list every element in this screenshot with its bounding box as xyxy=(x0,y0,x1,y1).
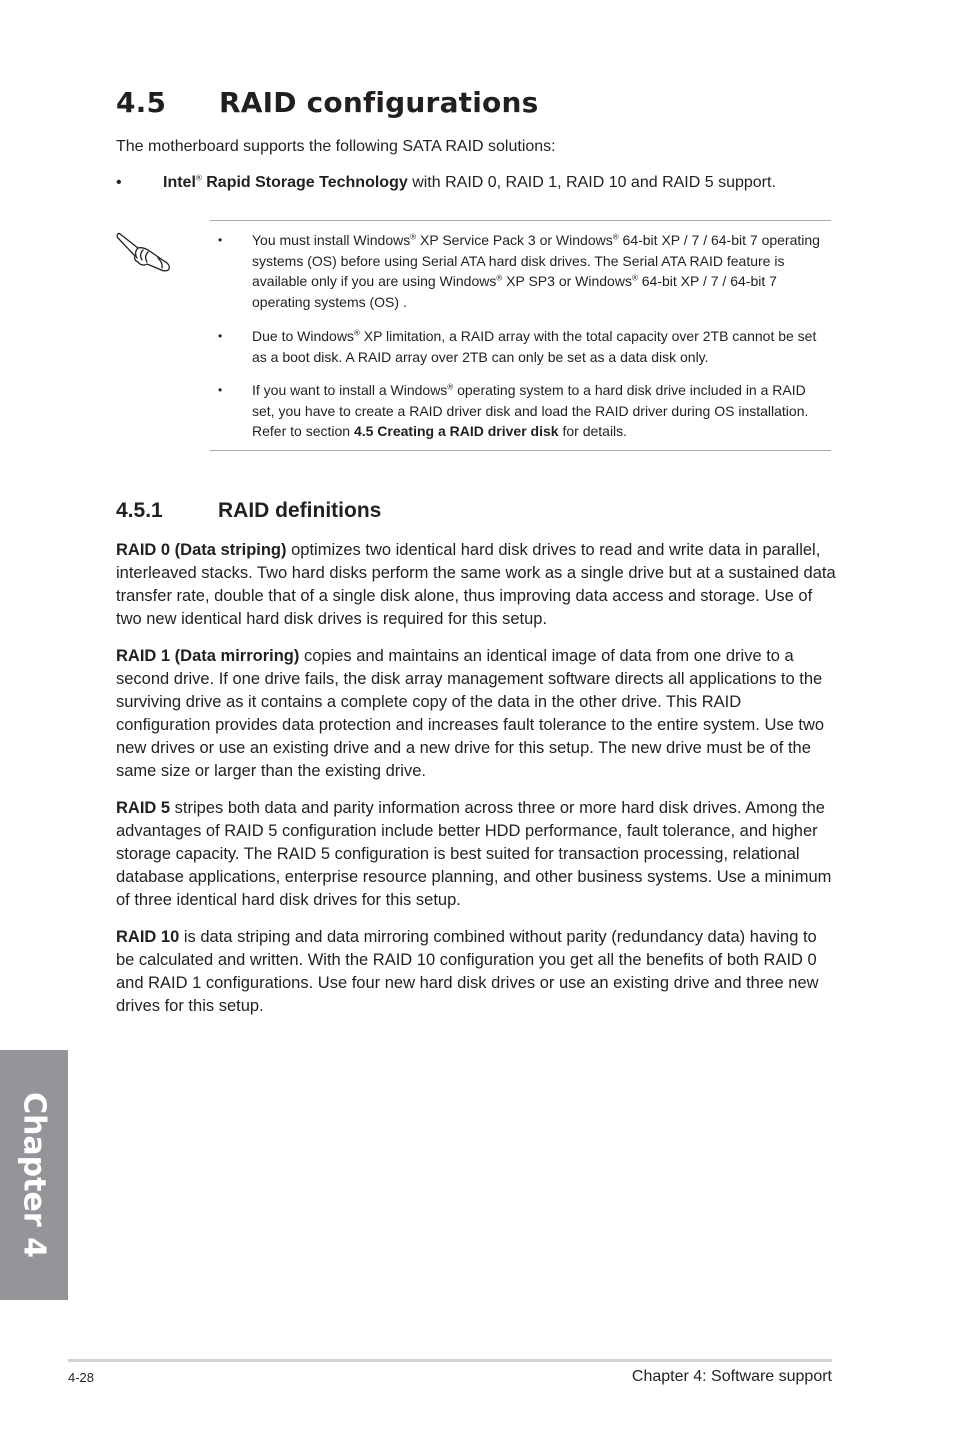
note-text: XP Service Pack 3 or Windows xyxy=(416,232,613,248)
note-text: 64-bit XP / 7 / 64-bit 7 operating systems (OS) . xyxy=(252,273,777,310)
note-text: You must install Windows xyxy=(252,232,411,248)
note-bullet: • xyxy=(218,233,223,247)
note-text: XP limitation, a RAID array with the total capacity over 2TB cannot be set as a boot disk. A RAID array over 2TB can only be set as a data disk only. xyxy=(252,328,817,365)
raid5-paragraph xyxy=(116,797,836,912)
raid1-text: copies and maintains an identical image of data from one drive to a second drive. If one drive fails, the disk array management software directs all applications to the surviving drive as it contains a complete copy of the data in the other drive. This RAID configuration provides data protection and increases fault tolerance to the entire system. Use two new drives or use an existing drive and a new drive for this setup. The new drive must be of the same size or larger than the existing drive. xyxy=(116,647,825,780)
reg-mark: ® xyxy=(447,382,454,392)
raid5-text: stripes both data and parity information across three or more hard disk drives. Among the advantages of RAID 5 configuration include better HDD performance, fault tolerance, and higher storage capacity. The RAID 5 configuration is best suited for transaction processing, relational database applications, enterprise resource planning, and other business systems. Use a minimum of three identical hard disk drives for this setup. xyxy=(116,799,832,909)
raid0-paragraph xyxy=(116,539,836,631)
raid5-label: RAID 5 xyxy=(116,799,171,817)
note-item-2-text xyxy=(252,326,832,367)
note-text: operating system to a hard disk drive included in a RAID set, you have to create a RAID driver disk and load the RAID driver during OS installation. Refer to section xyxy=(252,382,809,439)
note-text: If you want to install a Windows xyxy=(252,382,448,398)
bullet-reg: ® xyxy=(195,173,202,183)
note-text: for details. xyxy=(558,423,628,439)
bullet-rest: with RAID 0, RAID 1, RAID 10 and RAID 5 support. xyxy=(407,174,776,191)
note-text: XP SP3 or Windows xyxy=(502,273,632,289)
chapter-side-tab-label: Chapter 4 xyxy=(16,1092,52,1258)
raid0-label: RAID 0 (Data striping) xyxy=(116,541,287,559)
section-title-text: RAID configurations xyxy=(219,86,539,119)
note-text: 64-bit XP / 7 / 64-bit 7 operating systems (OS) before using Serial ATA hard disk drives. The Serial ATA RAID feature is available only if you are using Windows xyxy=(252,232,820,289)
note-bullet: • xyxy=(218,329,223,343)
raid1-label: RAID 1 (Data mirroring) xyxy=(116,647,300,665)
note-item-3-text xyxy=(252,380,832,442)
raid10-paragraph xyxy=(116,926,836,1018)
reg-mark: ® xyxy=(353,328,360,338)
note-item-1-text xyxy=(252,230,832,312)
section-number: 4.5 xyxy=(116,86,167,119)
raid1-paragraph xyxy=(116,645,836,783)
bullet-product: Rapid Storage Technology xyxy=(201,174,408,191)
section-reference: 4.5 Creating a RAID driver disk xyxy=(353,423,559,439)
subsection-title-text: RAID definitions xyxy=(218,499,382,522)
pointing-hand-icon xyxy=(114,228,174,274)
raid10-text: is data striping and data mirroring combined without parity (redundancy data) having to be calculated and written. With the RAID 10 configuration you get all the benefits of both RAID 0 and RAID 1 configurations. Use four new hard disk drives or use an existing drive and three new drives for this setup. xyxy=(116,928,819,1015)
note-text: Due to Windows xyxy=(252,328,354,344)
footer-chapter-title: Chapter 4: Software support xyxy=(631,1368,832,1385)
footer-rule xyxy=(68,1359,832,1362)
bullet-brand: Intel xyxy=(163,174,196,191)
intro-text: The motherboard supports the following SATA RAID solutions: xyxy=(116,138,556,155)
subsection-number: 4.5.1 xyxy=(116,499,163,522)
bullet-marker: • xyxy=(116,174,122,191)
chapter-side-tab xyxy=(0,1050,68,1300)
raid10-label: RAID 10 xyxy=(116,928,180,946)
page-number: 4-28 xyxy=(68,1370,95,1385)
section-title xyxy=(116,86,538,119)
bullet-text xyxy=(163,174,776,192)
reg-mark: ® xyxy=(410,232,417,242)
reg-mark: ® xyxy=(496,273,503,283)
note-bullet: • xyxy=(218,383,223,397)
subsection-title xyxy=(116,499,381,523)
reg-mark: ® xyxy=(631,273,638,283)
reg-mark: ® xyxy=(612,232,619,242)
raid0-text: optimizes two identical hard disk drives to read and write data in parallel, interleaved stacks. Two hard disks perform the same work as a single drive but at a sustained data transfer rate, double that of a single disk alone, thus improving data access and storage. Use of two new identical hard disk drives is required for this setup. xyxy=(116,541,836,628)
